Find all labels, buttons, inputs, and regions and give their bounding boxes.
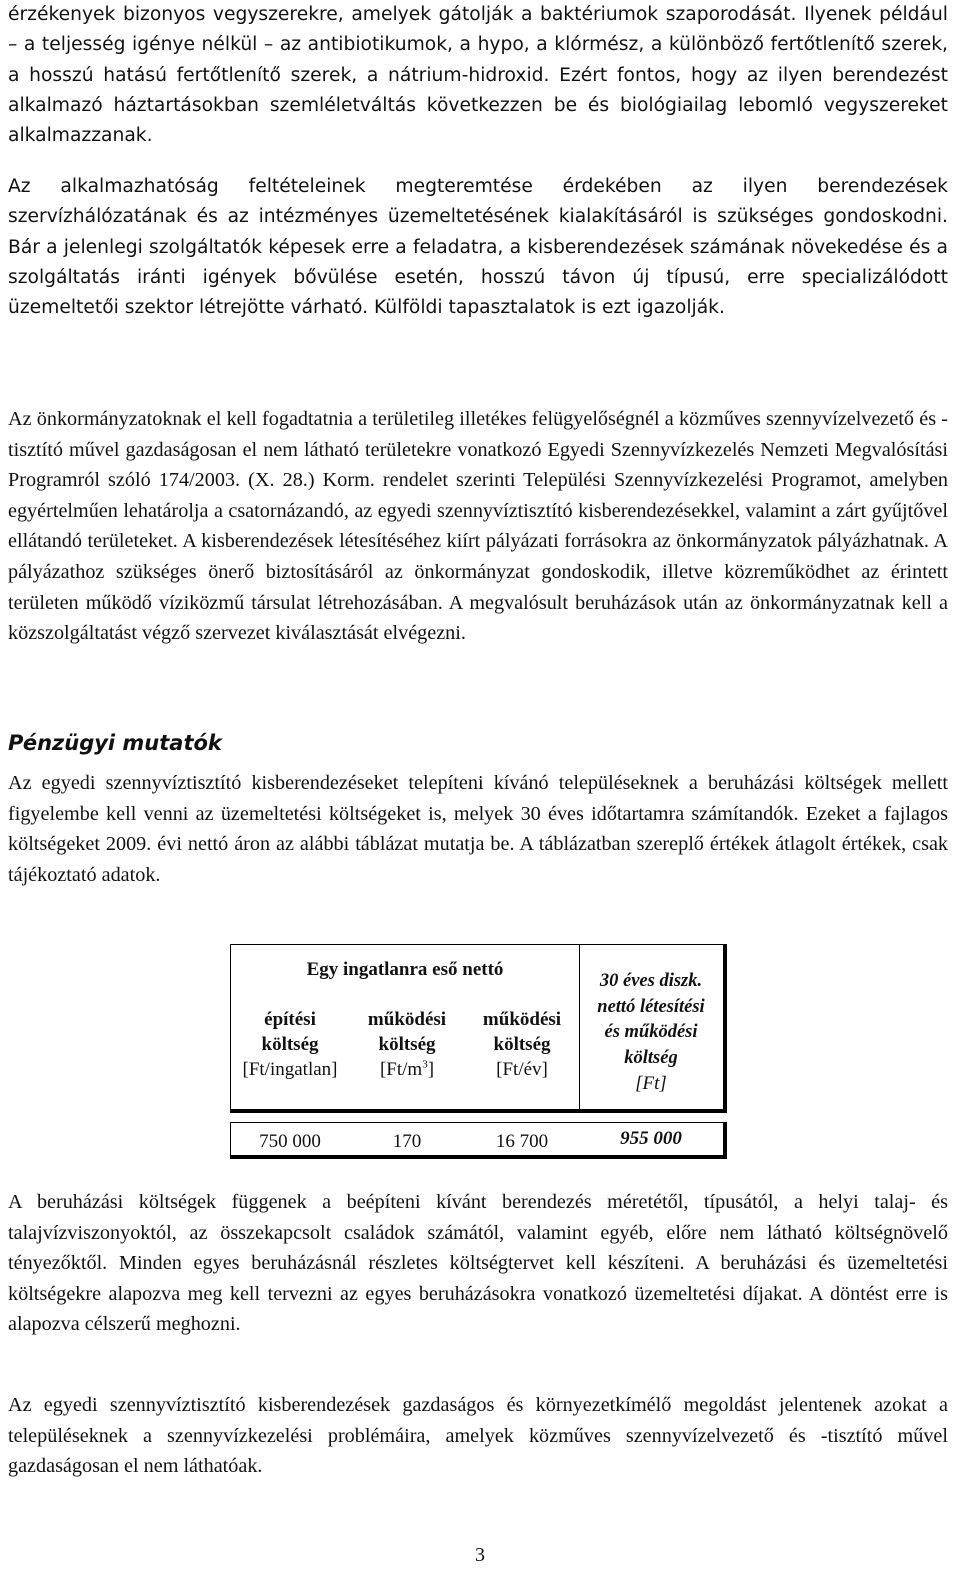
column-header-operating-cost-m3 [349,1007,465,1082]
group-header: Egy ingatlanra eső nettó [306,959,504,980]
col2-unit [349,1057,465,1082]
col3-line1: működési [482,1009,562,1030]
col4-line4: költség [624,1047,678,1068]
col4-unit: [Ft] [635,1073,667,1094]
section-heading-financial: Pénzügyi mutatók [8,731,222,755]
col3-line2: költség [493,1034,551,1055]
col2-line2: költség [378,1034,436,1055]
col4-line2: nettó létesítési [597,996,705,1017]
cost-table [230,944,730,1162]
col1-line2: költség [261,1034,319,1055]
col1-line1: építési [264,1009,316,1030]
column-header-total-cost [579,969,723,1097]
column-header-construction-cost [231,1007,349,1082]
paragraph-service-network: Az alkalmazhatóság feltételeinek megteremtése érdekében az ilyen berendezések szervízhálózatának és az intézményes üzemeltetésének kialakításáról is szükséges gondoskodni. Bár a jelenlegi szolgáltatók képesek erre a feladatra, a kisberendezések számának növekedése és a szolgáltatás iránti igények bővülése esetén, hosszú távon új típusú, erre specializálódott üzemeltetői szektor létrejötte várható. Külföldi tapasztalatok is ezt igazolják. [8,176,948,319]
col2-unit-post: ] [427,1059,435,1080]
paragraph-investment-costs: A beruházási költségek függenek a beépíteni kívánt berendezés méretétől, típusától, a helyi talaj- és talajvízviszonyoktól, az összekapcsolt családok számától, valamint egyéb, előre nem látható költségnövelő tényezőktől. Minden egyes beruházásnál részletes költségtervet kell készíteni. A beruházási és üzemeltetési költségekre alapozva meg kell tervezni az egyes beruházásokra vonatkozó üzemeltetési díjakat. A döntést erre is alapozva célszerű meghozni. [8,1191,948,1336]
col4-line1: 30 éves diszk. [599,971,703,991]
col1-unit: [Ft/ingatlan] [242,1059,338,1080]
col2-line1: működési [367,1009,447,1030]
paragraph-conclusion: Az egyedi szennyvíztisztító kisberendezések gazdaságos és környezetkímélő megoldást jelentenek azokat a településeknek a szennyvízkezelési problémáira, amelyek közműves szennyvízelvezető és -tisztító művel gazdaságosan el nem láthatóak. [8,1394,948,1478]
page-number: 3 [475,1544,485,1566]
value-operating-cost-year: 16 700 [495,1131,549,1152]
col4-line3: és működési [604,1022,698,1042]
value-operating-cost-m3: 170 [392,1131,422,1152]
col2-unit-pre: [Ft/m [379,1059,423,1080]
col2-unit-sup: 3 [422,1058,428,1071]
cost-table-values-row [230,1122,727,1159]
value-total-cost: 955 000 [620,1128,682,1149]
col3-unit: [Ft/év] [496,1059,548,1080]
paragraph-municipalities: Az önkormányzatoknak el kell fogadtatnia a területileg illetékes felügyelőségnél a közműves szennyvízelvezető és -tisztító művel gazdaságosan el nem látható területekre vonatkozó Egyedi Szennyvízkezelés Nemzeti Megvalósítási Programról szóló 174/2003. (X. 28.) Korm. rendelet szerinti Települési Szennyvízkezelési Programot, amelyben egyértelműen lehatárolja a csatornázandó, az egyedi szennyvíztisztító kisberendezésekkel, valamint a zárt gyűjtővel ellátandó területeket. A kisberendezések létesítéséhez kiírt pályázati forrásokra az önkormányzatok pályázhatnak. A pályázathoz szükséges önerő biztosításáról az önkormányzat gondoskodik, illetve közreműködhet az érintett területen működő víziközmű társulat létrehozásában. A megvalósult beruházások után az önkormányzatnak kell a közszolgáltatást végző szervezet kiválasztását elvégezni. [8,408,948,645]
paragraph-costs-intro: Az egyedi szennyvíztisztító kisberendezéseket telepíteni kívánó településeknek a beruházási költségek mellett figyelembe kell venni az üzemeltetési költségeket is, melyek 30 éves időtartamra számítandók. Ezeket a fajlagos költségeket 2009. évi nettó áron az alábbi táblázat mutatja be. A táblázatban szereplő értékek átlagolt értékek, csak tájékoztató adatok. [8,772,948,886]
column-header-operating-cost-year [465,1007,579,1082]
paragraph-chemicals: érzékenyek bizonyos vegyszerekre, amelyek gátolják a baktériumok szaporodását. Ilyenek például – a teljesség igénye nélkül – az antibiotikumok, a hypo, a klórmész, a különböző fertőtlenítő szerek, a hosszú hatású fertőtlenítő szerek, a nátrium-hidroxid. Ezért fontos, hogy az ilyen berendezést alkalmazó háztartásokban szemléletváltás következzen be és biológiailag lebomló vegyszereket alkalmazzanak. [8,4,948,147]
cost-table-header-box [230,944,727,1113]
value-construction-cost: 750 000 [259,1131,321,1152]
